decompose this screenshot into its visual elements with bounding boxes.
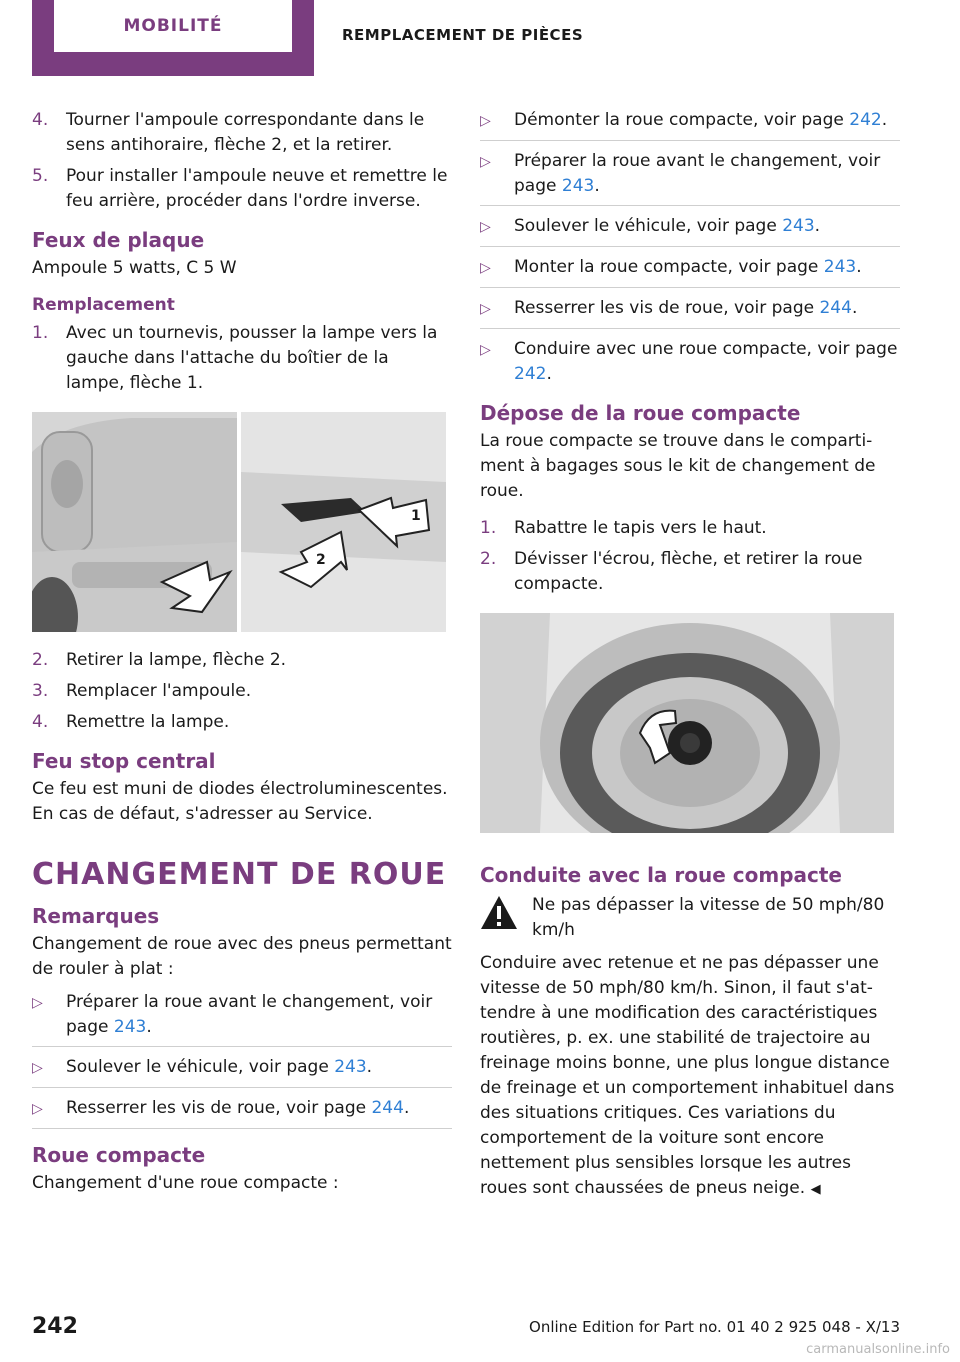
conduite-paragraph — [480, 951, 900, 1202]
chapter-tab[interactable] — [32, 0, 314, 76]
conduite-text: Conduire avec retenue et ne pas dépasser une vitesse de 50 mph/80 km/h. Sinon, il faut s'attendre à une modification des caractéristiques routières, p. ex. une stabilité de trajectoire au freinage moins bonne, une plus longue distance de freinage et un comportement inhabituel dans des situations critiques. Ces variations du comportement de la voiture sont encore nettement plus sensibles lorsque les autres roues sont chaussées de pneus neige. — [480, 953, 895, 1198]
heading-depose: Dépose de la roue compacte — [480, 401, 801, 425]
bullet-text: Resserrer les vis de roue, voir page — [514, 298, 820, 318]
page-link[interactable]: 244 — [371, 1098, 404, 1118]
step-number: 1. — [32, 323, 49, 343]
heading-roue-compacte: Roue compacte — [32, 1143, 206, 1167]
page-link[interactable]: 242 — [849, 110, 882, 130]
step-text: Pour installer l'ampoule neuve et remettre le feu arrière, procéder dans l'ordre inverse. — [66, 166, 448, 211]
bullet-triangle-icon: ▷ — [480, 301, 491, 317]
bullet-triangle-icon: ▷ — [480, 260, 491, 276]
bullet-item — [32, 990, 452, 1047]
bulb-spec: Ampoule 5 watts, C 5 W — [32, 258, 237, 278]
bullet-triangle-icon: ▷ — [480, 219, 491, 235]
remarques-paragraph: Changement de roue avec des pneus permettant de rouler à plat : — [32, 934, 452, 979]
edition-footer: Online Edition for Part no. 01 40 2 925 048 - X/13 — [529, 1318, 900, 1336]
step-number: 2. — [32, 650, 49, 670]
step-text: Remplacer l'ampoule. — [66, 681, 252, 701]
step-item — [32, 108, 452, 158]
bullet-end: . — [366, 1057, 373, 1077]
step-text: Dévisser l'écrou, flèche, et retirer la roue compacte. — [514, 549, 863, 594]
bullet-end: . — [814, 216, 821, 236]
end-mark-icon: ◀ — [810, 1182, 821, 1197]
step-number: 4. — [32, 712, 49, 732]
bullet-end: . — [546, 364, 552, 384]
bullet-end: . — [403, 1098, 410, 1118]
left-column — [32, 108, 452, 1196]
page-link[interactable]: 243 — [823, 257, 857, 277]
step-item — [32, 321, 452, 396]
step-item — [32, 648, 452, 673]
warning-text: Ne pas dépasser la vitesse de 50 mph/80 km/h — [532, 895, 885, 940]
heading-feux-plaque: Feux de plaque — [32, 228, 205, 252]
bullet-item — [480, 214, 900, 247]
bullet-text: Soulever le véhicule, voir page — [66, 1057, 335, 1077]
heading-feu-stop: Feu stop central — [32, 749, 216, 773]
step-number: 2. — [480, 549, 497, 569]
bullet-triangle-icon: ▷ — [480, 342, 491, 358]
bullet-item — [32, 1055, 452, 1088]
arrow-1-label: 1 — [411, 508, 421, 524]
car-rear-image — [32, 412, 237, 632]
spare-wheel-image — [480, 613, 894, 833]
bullet-triangle-icon: ▷ — [480, 154, 491, 170]
bullet-text: Resserrer les vis de roue, voir page — [66, 1098, 372, 1118]
heading-changement-roue: CHANGEMENT DE ROUE — [32, 857, 447, 892]
bullet-text: Conduire avec une roue compacte, voir page — [514, 339, 898, 359]
bullet-text: Préparer la roue avant le changement, voir page — [66, 992, 433, 1037]
bullet-item — [480, 296, 900, 329]
step-item — [32, 164, 452, 214]
section-title: REMPLACEMENT DE PIÈCES — [342, 26, 584, 44]
step-number: 3. — [32, 681, 49, 701]
bullet-item — [32, 1096, 452, 1129]
bullet-item — [480, 255, 900, 288]
heading-remarques: Remarques — [32, 904, 160, 928]
step-text: Rabattre le tapis vers le haut. — [514, 518, 767, 538]
bullet-item — [480, 108, 900, 141]
chapter-tab-label: MOBILITÉ — [54, 0, 292, 52]
bullet-text: Préparer la roue avant le changement, voir page — [514, 151, 881, 196]
step-number: 4. — [32, 110, 49, 130]
stop-light-paragraph: Ce feu est muni de diodes électroluminescentes. En cas de défaut, s'adresser au Service. — [32, 779, 448, 824]
page-link[interactable]: 243 — [782, 216, 815, 236]
heading-conduite: Conduite avec la roue compacte — [480, 863, 842, 887]
step-text: Retirer la lampe, flèche 2. — [66, 650, 287, 670]
bullet-end: . — [856, 257, 862, 277]
bullet-end: . — [146, 1017, 152, 1037]
watermark: carmanualsonline.info — [806, 1342, 950, 1357]
page-number: 242 — [32, 1314, 78, 1339]
page-link[interactable]: 242 — [514, 364, 547, 384]
warning-block — [480, 893, 900, 943]
bullet-item — [480, 149, 900, 206]
right-column — [480, 108, 900, 1202]
step-item — [480, 547, 900, 597]
bullet-triangle-icon: ▷ — [480, 113, 491, 129]
page-link[interactable]: 243 — [113, 1017, 147, 1037]
bullet-end: . — [594, 176, 600, 196]
bullet-item — [480, 337, 900, 387]
heading-remplacement: Remplacement — [32, 295, 175, 315]
page-link[interactable]: 244 — [819, 298, 852, 318]
step-item — [32, 679, 452, 704]
bullet-triangle-icon: ▷ — [32, 995, 43, 1011]
step-text: Avec un tournevis, pousser la lampe vers la gauche dans l'attache du boîtier de la lampe, flèche 1. — [66, 323, 438, 393]
compact-wheel-paragraph: Changement d'une roue compacte : — [32, 1173, 339, 1193]
page-link[interactable]: 243 — [334, 1057, 367, 1077]
bullet-text: Monter la roue compacte, voir page — [514, 257, 824, 277]
bullet-triangle-icon: ▷ — [32, 1060, 43, 1076]
bullet-triangle-icon: ▷ — [32, 1101, 43, 1117]
step-item — [480, 516, 900, 541]
bullet-end: . — [851, 298, 858, 318]
step-number: 5. — [32, 166, 49, 186]
bullet-text: Soulever le véhicule, voir page — [514, 216, 783, 236]
step-text: Remettre la lampe. — [66, 712, 230, 732]
bullet-end: . — [881, 110, 888, 130]
arrow-2-label: 2 — [316, 552, 326, 568]
warning-triangle-icon — [480, 895, 518, 931]
depose-paragraph: La roue compacte se trouve dans le compartiment à bagages sous le kit de changement de roue. — [480, 431, 876, 501]
step-text: Tourner l'ampoule correspondante dans le sens antihoraire, flèche 2, et la retirer. — [66, 110, 425, 155]
lamp-closeup-image — [241, 412, 446, 632]
page-link[interactable]: 243 — [561, 176, 595, 196]
bullet-text: Démonter la roue compacte, voir page — [514, 110, 850, 130]
license-plate-lamp-figure — [32, 412, 446, 632]
step-item — [32, 710, 452, 735]
step-number: 1. — [480, 518, 497, 538]
